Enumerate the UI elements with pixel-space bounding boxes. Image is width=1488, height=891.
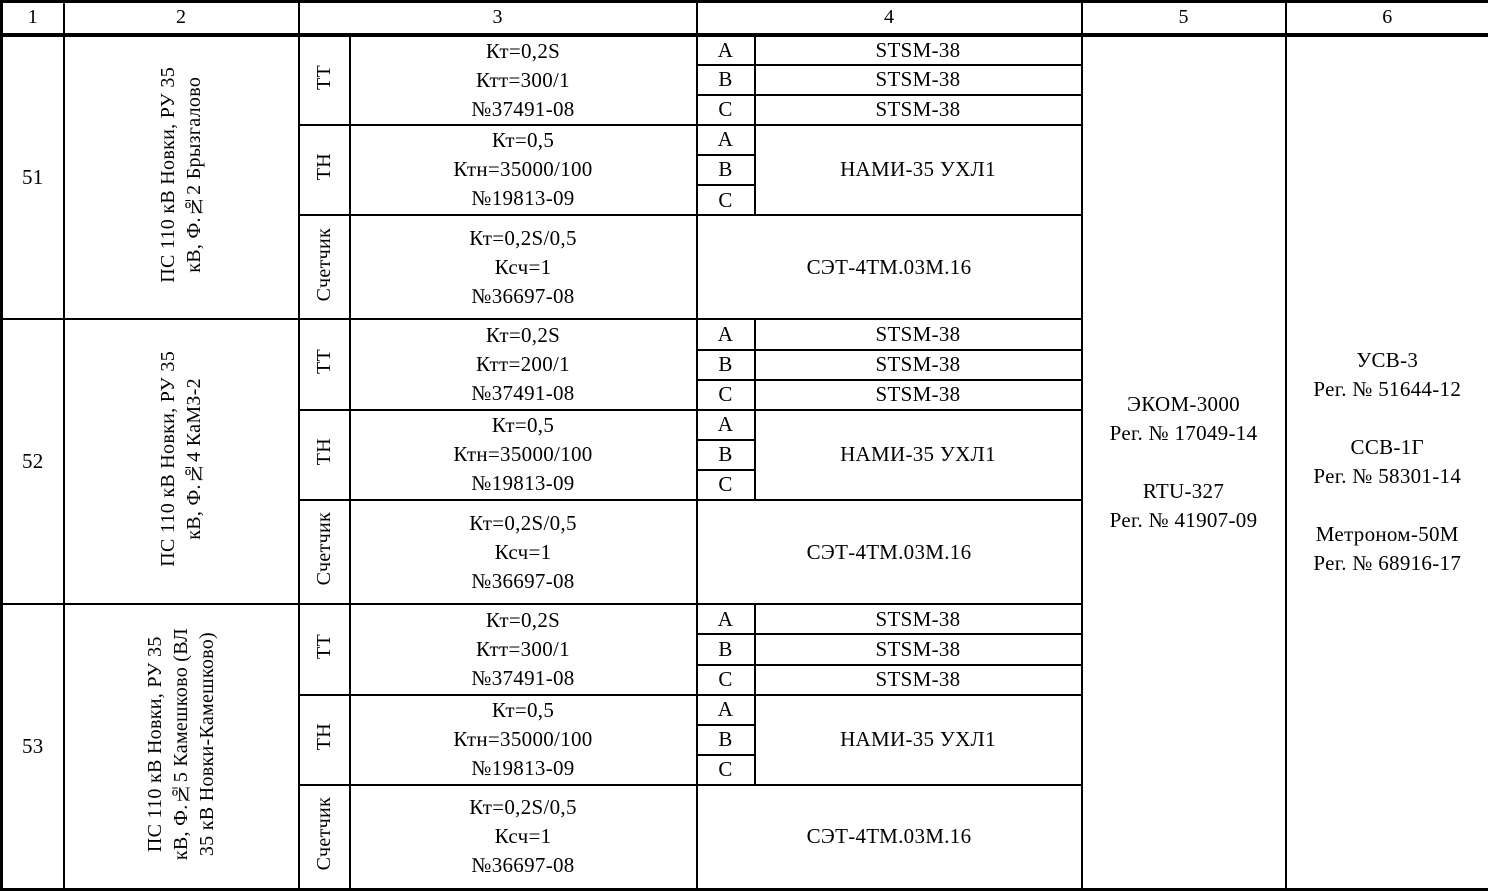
model-cell: STSM-38 <box>755 634 1082 664</box>
askue-cell <box>1082 35 1286 890</box>
station-name <box>155 67 207 283</box>
header-col-5: 5 <box>1082 2 1286 35</box>
param-line: Ктн=35000/100 <box>453 727 593 752</box>
param-line: Кт=0,5 <box>491 698 555 723</box>
param-line: Кт=0,2S/0,5 <box>469 225 577 250</box>
phase-cell: С <box>697 380 755 410</box>
param-line: №19813-09 <box>471 471 575 496</box>
header-col-1: 1 <box>2 2 64 35</box>
param-line: №37491-08 <box>471 381 575 406</box>
model-cell: STSM-38 <box>755 65 1082 95</box>
sync-entry <box>1287 433 1488 491</box>
phase-cell: А <box>697 410 755 440</box>
device-model: ССВ-1Г <box>1350 435 1424 460</box>
param-line: Ктт=300/1 <box>476 636 570 661</box>
station-name-line: кВ, Ф.№5 Камешково (ВЛ <box>170 627 192 860</box>
param-line: №37491-08 <box>471 665 575 690</box>
meter-model-cell: СЭТ-4ТМ.03М.16 <box>697 500 1082 604</box>
phase-cell: С <box>697 470 755 500</box>
meter-type-cell <box>299 785 350 890</box>
model-cell: STSM-38 <box>755 35 1082 65</box>
model-cell: STSM-38 <box>755 665 1082 695</box>
header-col-2: 2 <box>64 2 299 35</box>
tn-type-cell <box>299 410 350 500</box>
param-line: Кт=0,2S <box>485 323 561 348</box>
meter-model-cell: СЭТ-4ТМ.03М.16 <box>697 785 1082 890</box>
device-reg-number: Рег. № 68916-17 <box>1313 551 1462 576</box>
tt-params-cell <box>350 319 697 409</box>
tn-params-cell <box>350 410 697 500</box>
param-line: №37491-08 <box>471 96 575 121</box>
phase-cell: А <box>697 319 755 349</box>
row-number-cell: 51 <box>2 35 64 320</box>
param-line: Ктн=35000/100 <box>453 157 593 182</box>
meter-type-label: Счетчик <box>312 227 335 301</box>
phase-cell: С <box>697 95 755 125</box>
tt-type-label: ТТ <box>312 633 335 659</box>
device-reg-number: Рег. № 51644-12 <box>1313 377 1462 402</box>
param-line: №19813-09 <box>471 186 575 211</box>
station-name-line: кВ, Ф.№2 Брызгалово <box>183 76 205 273</box>
device-model: УСВ-3 <box>1356 348 1419 373</box>
phase-cell: В <box>697 634 755 664</box>
table-row <box>2 35 1488 65</box>
param-line: Кт=0,2S/0,5 <box>469 795 577 820</box>
station-name-line: ПС 110 кВ Новки, РУ 35 <box>157 66 179 283</box>
sync-entry <box>1287 346 1488 404</box>
tn-type-label: ТН <box>312 153 335 181</box>
param-line: №36697-08 <box>471 568 575 593</box>
tt-type-label: ТТ <box>312 64 335 90</box>
device-reg-number: Рег. № 58301-14 <box>1313 464 1462 489</box>
model-cell: НАМИ-35 УХЛ1 <box>755 695 1082 785</box>
meter-params-cell <box>350 785 697 890</box>
param-line: №36697-08 <box>471 853 575 878</box>
device-reg-number: Рег. № 17049-14 <box>1109 420 1258 445</box>
tn-params-cell <box>350 125 697 215</box>
phase-cell: С <box>697 755 755 785</box>
param-line: Ктт=300/1 <box>476 67 570 92</box>
station-name-line: ПС 110 кВ Новки, РУ 35 <box>144 635 166 852</box>
meter-model-cell: СЭТ-4ТМ.03М.16 <box>697 215 1082 319</box>
row-number-cell: 53 <box>2 604 64 889</box>
station-name-cell <box>64 604 299 889</box>
station-name-line: ПС 110 кВ Новки, РУ 35 <box>157 350 179 567</box>
tt-type-cell <box>299 604 350 694</box>
time-sync-block <box>1287 346 1488 578</box>
phase-cell: А <box>697 35 755 65</box>
header-col-6: 6 <box>1286 2 1488 35</box>
meter-type-label: Счетчик <box>312 797 335 871</box>
station-name-line: 35 кВ Новки-Камешково) <box>196 631 218 856</box>
model-cell: НАМИ-35 УХЛ1 <box>755 410 1082 500</box>
tn-type-label: ТН <box>312 438 335 466</box>
meter-type-cell <box>299 500 350 604</box>
device-model: ЭКОМ-3000 <box>1127 391 1240 416</box>
station-name <box>142 628 220 860</box>
station-name <box>155 351 207 567</box>
param-line: Ксч=1 <box>494 254 552 279</box>
model-cell: НАМИ-35 УХЛ1 <box>755 125 1082 215</box>
station-name-cell <box>64 35 299 320</box>
askue-block <box>1083 390 1285 535</box>
phase-cell: А <box>697 125 755 155</box>
phase-cell: В <box>697 65 755 95</box>
param-line: Кт=0,5 <box>491 413 555 438</box>
param-line: Кт=0,2S <box>485 607 561 632</box>
phase-cell: А <box>697 604 755 634</box>
meter-type-cell <box>299 215 350 319</box>
phase-cell: В <box>697 440 755 470</box>
param-line: Кт=0,2S/0,5 <box>469 510 577 535</box>
sync-entry <box>1287 520 1488 578</box>
header-col-4: 4 <box>697 2 1082 35</box>
model-cell: STSM-38 <box>755 350 1082 380</box>
param-line: Кт=0,2S <box>485 38 561 63</box>
model-cell: STSM-38 <box>755 380 1082 410</box>
meter-params-cell <box>350 500 697 604</box>
tt-type-label: ТТ <box>312 349 335 375</box>
tn-type-cell <box>299 125 350 215</box>
tt-type-cell <box>299 35 350 125</box>
tn-type-cell <box>299 695 350 785</box>
param-line: №19813-09 <box>471 756 575 781</box>
param-line: Ксч=1 <box>494 824 552 849</box>
time-sync-cell <box>1286 35 1488 890</box>
device-reg-number: Рег. № 41907-09 <box>1109 507 1258 532</box>
header-col-3: 3 <box>299 2 697 35</box>
model-cell: STSM-38 <box>755 95 1082 125</box>
askue-entry <box>1083 390 1285 448</box>
header-row <box>2 2 1488 35</box>
param-line: №36697-08 <box>471 283 575 308</box>
tn-params-cell <box>350 695 697 785</box>
station-name-line: кВ, Ф.№4 КаМЗ-2 <box>183 378 205 540</box>
phase-cell: В <box>697 725 755 755</box>
phase-cell: С <box>697 665 755 695</box>
phase-cell: В <box>697 350 755 380</box>
tt-params-cell <box>350 35 697 125</box>
tt-params-cell <box>350 604 697 694</box>
station-name-cell <box>64 319 299 604</box>
tt-type-cell <box>299 319 350 409</box>
param-line: Ктт=200/1 <box>476 352 570 377</box>
phase-cell: А <box>697 695 755 725</box>
tn-type-label: ТН <box>312 723 335 751</box>
askue-entry <box>1083 477 1285 535</box>
meter-type-label: Счетчик <box>312 512 335 586</box>
device-model: RTU-327 <box>1142 478 1225 503</box>
param-line: Кт=0,5 <box>491 128 555 153</box>
phase-cell: С <box>697 185 755 215</box>
meter-params-cell <box>350 215 697 319</box>
param-line: Ксч=1 <box>494 539 552 564</box>
device-model: Метроном-50М <box>1315 522 1459 547</box>
row-number-cell: 52 <box>2 319 64 604</box>
model-cell: STSM-38 <box>755 604 1082 634</box>
phase-cell: В <box>697 155 755 185</box>
model-cell: STSM-38 <box>755 319 1082 349</box>
param-line: Ктн=35000/100 <box>453 442 593 467</box>
